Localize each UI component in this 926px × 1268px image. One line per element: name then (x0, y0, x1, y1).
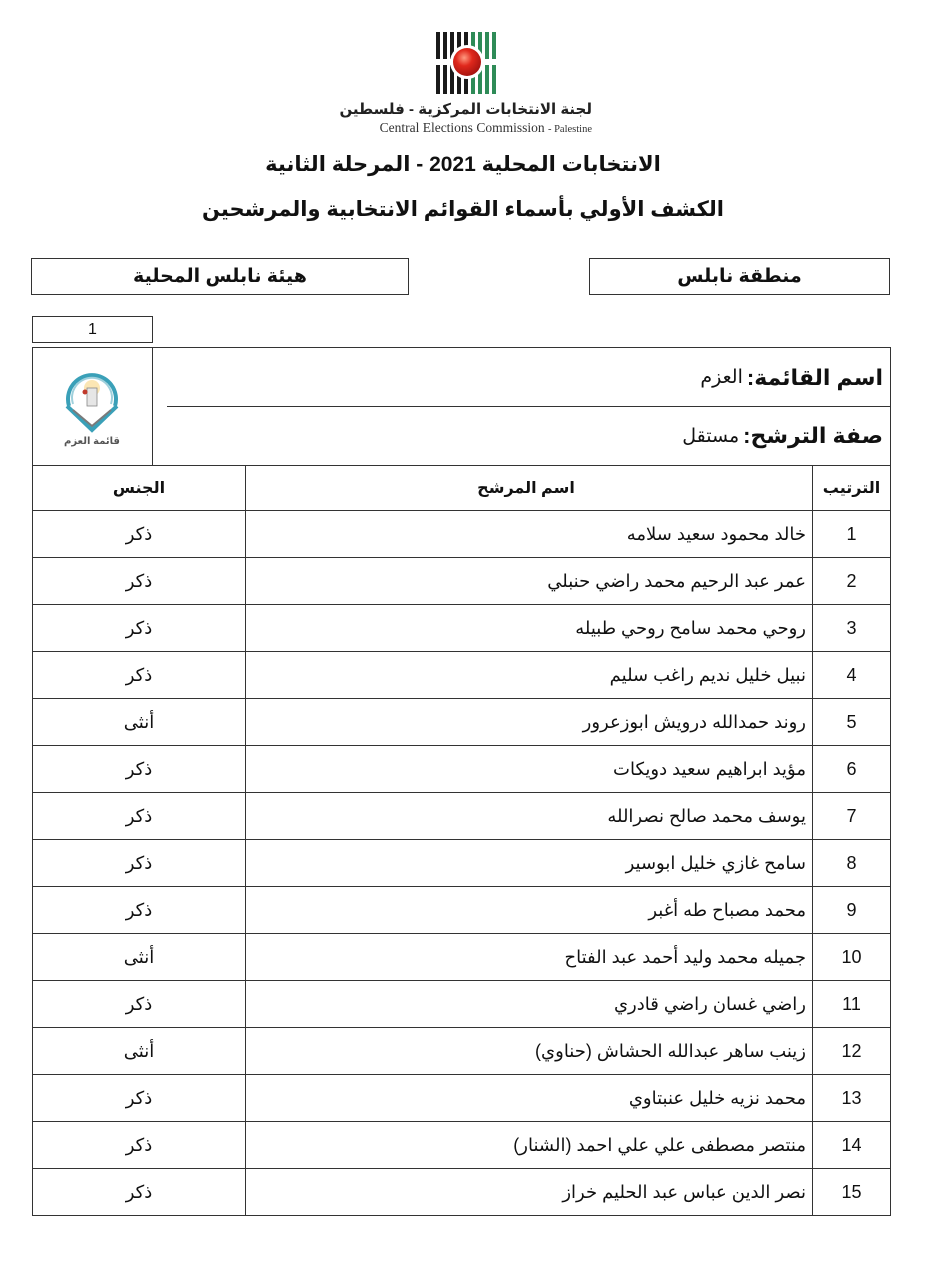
list-name-value: العزم (700, 367, 743, 388)
candidacy-status-row (167, 408, 891, 464)
local-authority-box: هيئة نابلس المحلية (31, 258, 409, 295)
list-logo-caption: قائمة العزم (64, 436, 120, 447)
table-row (33, 652, 891, 699)
candidate-order: 14 (813, 1122, 891, 1169)
candidate-order: 2 (813, 558, 891, 605)
candidate-order: 8 (813, 840, 891, 887)
candidate-name: روند حمدالله درويش ابوزعرور (246, 699, 813, 746)
candidate-gender: أنثى (33, 934, 246, 981)
candidate-name: محمد نزيه خليل عنبتاوي (246, 1075, 813, 1122)
candidate-gender: ذكر (33, 1122, 246, 1169)
candidate-name: جميله محمد وليد أحمد عبد الفتاح (246, 934, 813, 981)
candidate-order: 11 (813, 981, 891, 1028)
header-candidate-name: اسم المرشح (246, 466, 813, 511)
table-row (33, 1075, 891, 1122)
table-row (33, 699, 891, 746)
candidate-name: زينب ساهر عبدالله الحشاش (حناوي) (246, 1028, 813, 1075)
table-row (33, 981, 891, 1028)
candidate-name: سامح غازي خليل ابوسير (246, 840, 813, 887)
candidate-gender: ذكر (33, 558, 246, 605)
candidate-gender: ذكر (33, 840, 246, 887)
candidate-name: نصر الدين عباس عبد الحليم خراز (246, 1169, 813, 1216)
table-row (33, 887, 891, 934)
list-name-row (167, 349, 891, 407)
candidacy-status-value: مستقل (682, 425, 740, 447)
candidate-gender: أنثى (33, 699, 246, 746)
table-row (33, 746, 891, 793)
list-number-box: 1 (32, 316, 153, 343)
list-logo-cell (32, 347, 153, 466)
candidate-name: يوسف محمد صالح نصرالله (246, 793, 813, 840)
candidate-gender: ذكر (33, 605, 246, 652)
candidate-order: 7 (813, 793, 891, 840)
candidate-name: مؤيد ابراهيم سعيد دويكات (246, 746, 813, 793)
candidate-gender: ذكر (33, 746, 246, 793)
candidate-gender: ذكر (33, 1075, 246, 1122)
candidate-gender: ذكر (33, 1169, 246, 1216)
candidate-order: 5 (813, 699, 891, 746)
candidate-gender: ذكر (33, 981, 246, 1028)
azm-list-logo-icon (57, 366, 127, 434)
document-subtitle: الكشف الأولي بأسماء القوائم الانتخابية والمرشحين (202, 198, 724, 221)
candidate-name: روحي محمد سامح روحي طبيله (246, 605, 813, 652)
candidate-order: 4 (813, 652, 891, 699)
header-gender: الجنس (33, 466, 246, 511)
candidate-name: خالد محمود سعيد سلامه (246, 511, 813, 558)
table-row (33, 558, 891, 605)
candidate-order: 3 (813, 605, 891, 652)
table-row (33, 1169, 891, 1216)
candidate-gender: ذكر (33, 652, 246, 699)
candidate-gender: أنثى (33, 1028, 246, 1075)
table-row (33, 511, 891, 558)
table-row (33, 840, 891, 887)
document-title: الانتخابات المحلية 2021 - المرحلة الثانية (265, 153, 661, 176)
candidacy-status-label: صفة الترشح: (743, 423, 883, 448)
candidate-order: 1 (813, 511, 891, 558)
candidate-name: راضي غسان راضي قادري (246, 981, 813, 1028)
candidate-order: 6 (813, 746, 891, 793)
candidate-name: عمر عبد الرحيم محمد راضي حنبلي (246, 558, 813, 605)
table-row (33, 934, 891, 981)
table-row (33, 1122, 891, 1169)
organization-name-english (330, 120, 592, 136)
candidate-gender: ذكر (33, 793, 246, 840)
candidate-order: 13 (813, 1075, 891, 1122)
candidates-table (32, 465, 891, 1216)
organization-name-en: Central Elections Commission (379, 120, 545, 135)
organization-name-en-suffix: - Palestine (547, 124, 592, 135)
candidate-gender: ذكر (33, 887, 246, 934)
organization-name-arabic: لجنة الانتخابات المركزية - فلسطين (339, 101, 592, 118)
candidate-name: نبيل خليل نديم راغب سليم (246, 652, 813, 699)
table-row (33, 605, 891, 652)
table-header-row (33, 466, 891, 511)
header-order: الترتيب (813, 466, 891, 511)
candidate-gender: ذكر (33, 511, 246, 558)
candidate-name: منتصر مصطفى علي علي احمد (الشنار) (246, 1122, 813, 1169)
candidate-order: 9 (813, 887, 891, 934)
candidate-name: محمد مصباح طه أغبر (246, 887, 813, 934)
region-box: منطقة نابلس (589, 258, 890, 295)
candidate-order: 15 (813, 1169, 891, 1216)
list-name-label: اسم القائمة: (746, 364, 883, 390)
cec-logo-icon (436, 32, 500, 94)
candidate-order: 10 (813, 934, 891, 981)
table-row (33, 1028, 891, 1075)
table-row (33, 793, 891, 840)
candidate-order: 12 (813, 1028, 891, 1075)
